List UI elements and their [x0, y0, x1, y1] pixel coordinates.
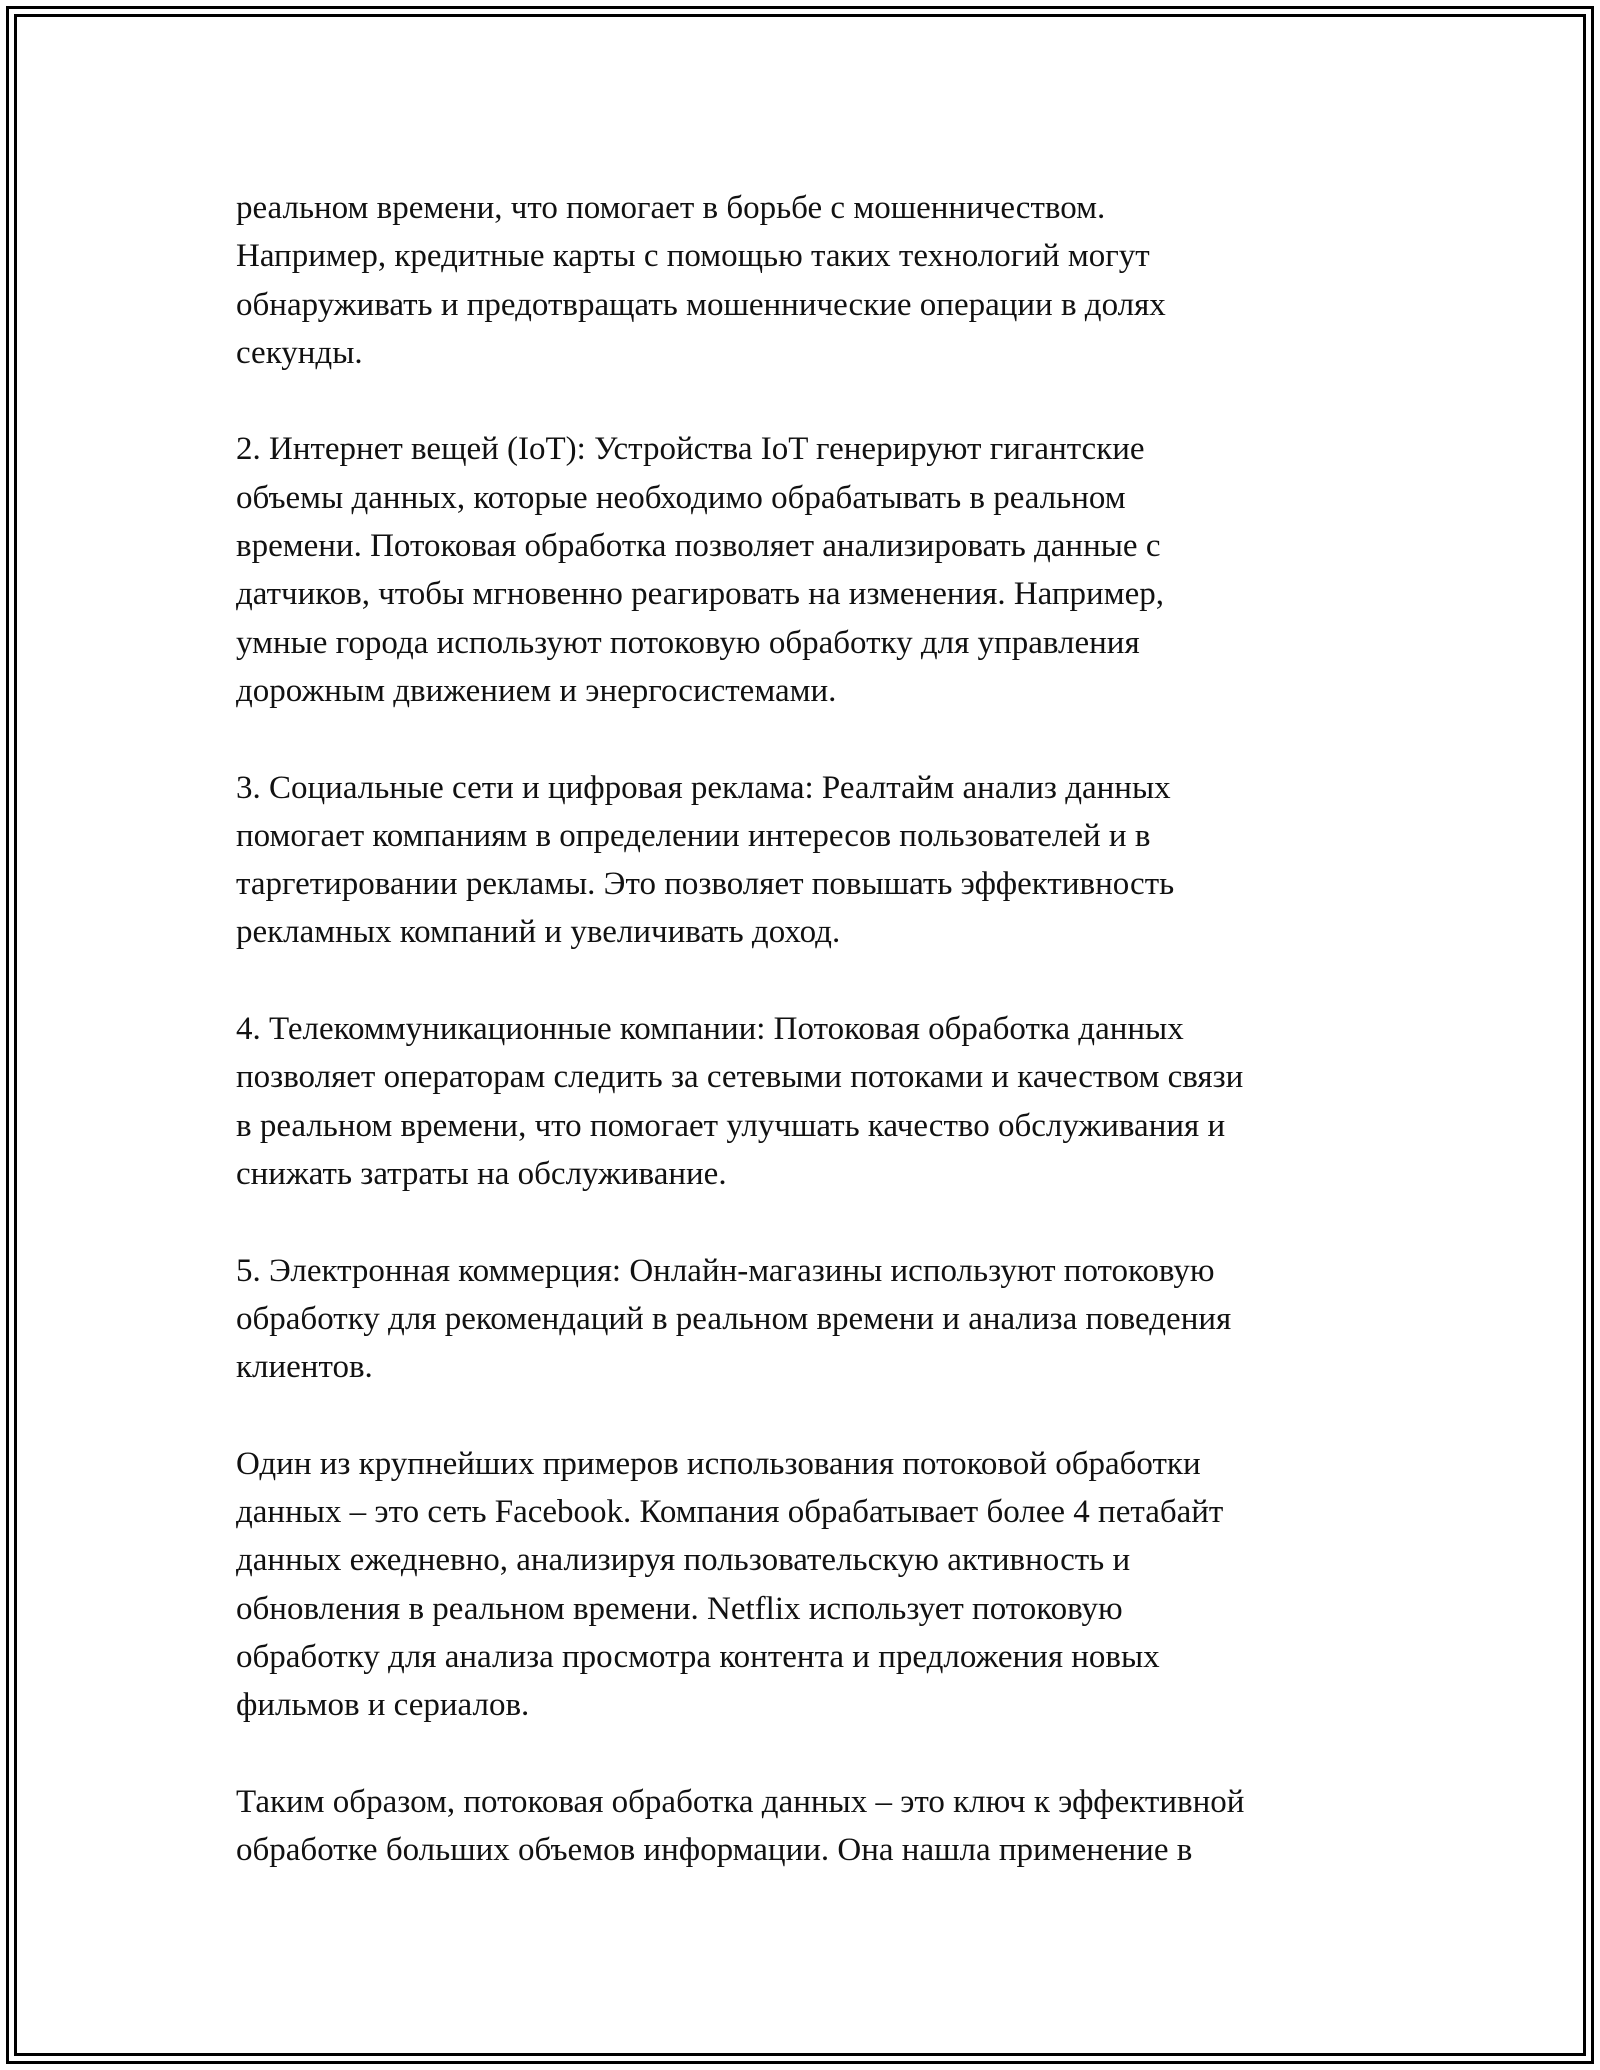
text-line: Например, кредитные карты с помощью таких технологий могут: [236, 238, 1150, 275]
paragraph-fraud-detection: [236, 184, 1416, 377]
text-line: таргетировании рекламы. Это позволяет повышать эффективность: [236, 866, 1175, 903]
paragraph-examples: [236, 1440, 1416, 1730]
text-line: датчиков, чтобы мгновенно реагировать на изменения. Например,: [236, 576, 1164, 613]
text-line: обновления в реальном времени. Netflix использует потоковую: [236, 1590, 1123, 1627]
text-line: Таким образом, потоковая обработка данных – это ключ к эффективной: [236, 1783, 1245, 1820]
text-line: данных – это сеть Facebook. Компания обрабатывает более 4 петабайт: [236, 1494, 1224, 1531]
text-line: обработке больших объемов информации. Она нашла применение в: [236, 1832, 1193, 1869]
text-line: в реальном времени, что помогает улучшать качество обслуживания и: [236, 1107, 1226, 1144]
paragraph-telecom: [236, 1005, 1416, 1198]
text-line: секунды.: [236, 334, 363, 371]
text-line: данных ежедневно, анализируя пользовательскую активность и: [236, 1542, 1131, 1579]
text-line: снижать затраты на обслуживание.: [236, 1155, 727, 1192]
text-line: дорожным движением и энергосистемами.: [236, 672, 837, 709]
text-line: Один из крупнейших примеров использования потоковой обработки: [236, 1445, 1201, 1482]
text-line: реальном времени, что помогает в борьбе с мошенничеством.: [236, 190, 1106, 226]
text-line: 2. Интернет вещей (IoT): Устройства IoT генерируют гигантские: [236, 431, 1145, 468]
paragraph-ecommerce: [236, 1247, 1416, 1392]
text-line: времени. Потоковая обработка позволяет анализировать данные с: [236, 528, 1161, 565]
text-line: фильмов и сериалов.: [236, 1687, 530, 1724]
text-line: клиентов.: [236, 1349, 373, 1386]
text-line: обнаруживать и предотвращать мошеннические операции в долях: [236, 286, 1166, 323]
paragraph-conclusion: [236, 1778, 1416, 1875]
paragraph-iot: [236, 425, 1416, 715]
paragraph-social-advertising: [236, 764, 1416, 957]
text-line: позволяет операторам следить за сетевыми потоками и качеством связи: [236, 1059, 1244, 1096]
text-line: помогает компаниям в определении интересов пользователей и в: [236, 817, 1151, 854]
text-line: 3. Социальные сети и цифровая реклама: Реалтайм анализ данных: [236, 769, 1171, 806]
text-line: объемы данных, которые необходимо обрабатывать в реальном: [236, 479, 1126, 516]
document-body: [236, 184, 1416, 1923]
text-line: умные города используют потоковую обработку для управления: [236, 624, 1140, 661]
text-line: обработку для рекомендаций в реальном времени и анализа поведения: [236, 1300, 1232, 1337]
text-line: обработку для анализа просмотра контента и предложения новых: [236, 1638, 1160, 1675]
text-line: 5. Электронная коммерция: Онлайн-магазины используют потоковую: [236, 1252, 1215, 1289]
text-line: 4. Телекоммуникационные компании: Потоковая обработка данных: [236, 1011, 1184, 1048]
text-line: рекламных компаний и увеличивать доход.: [236, 914, 841, 951]
